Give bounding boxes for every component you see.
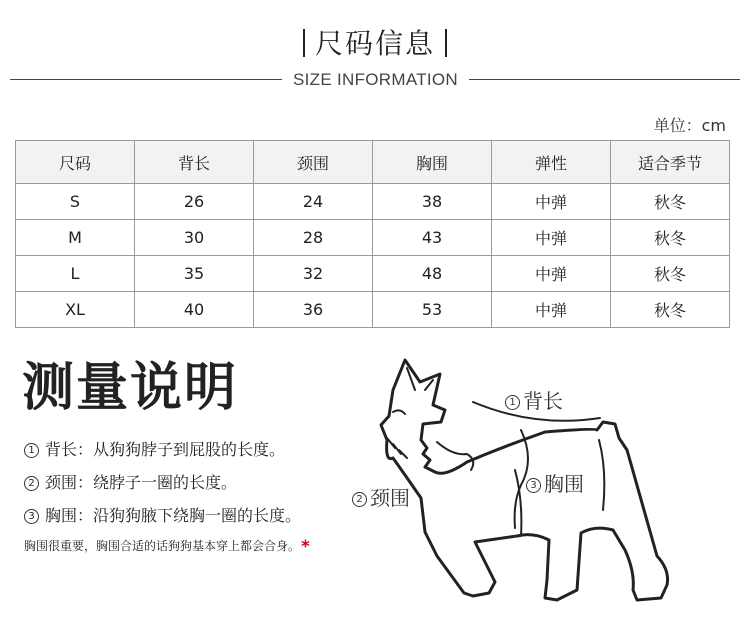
dog-beard-detail [387, 438, 407, 458]
title-divider-right [445, 29, 447, 57]
table-cell: 秋冬 [611, 256, 730, 292]
table-cell: L [16, 256, 135, 292]
back-length-label: 1 背长 [505, 385, 563, 414]
subtitle-row [10, 70, 740, 92]
instruction-back-length [24, 437, 285, 460]
header-cell-chest: 胸围 [373, 141, 492, 184]
table-cell: 38 [373, 184, 492, 220]
table-row [16, 256, 730, 292]
chest-label: 3 胸围 [526, 468, 584, 497]
table-cell: M [16, 220, 135, 256]
page-title [0, 22, 750, 62]
instruction-text: 胸围：沿狗狗腋下绕胸一圈的长度。 [45, 506, 302, 525]
title-text: 尺码信息 [314, 27, 435, 60]
table-cell: 35 [135, 256, 254, 292]
table-cell: 中弹 [492, 256, 611, 292]
instruction-text: 背长：从狗狗脖子到屁股的长度。 [45, 440, 286, 459]
table-cell: 43 [373, 220, 492, 256]
number-badge: 3 [526, 478, 541, 493]
number-badge: 2 [352, 492, 367, 507]
table-cell: 秋冬 [611, 184, 730, 220]
table-cell: S [16, 184, 135, 220]
instruction-neck [24, 470, 237, 493]
size-table [15, 140, 730, 328]
neck-line [437, 442, 473, 470]
table-cell: 中弹 [492, 292, 611, 328]
chest-note [24, 537, 310, 557]
table-header-row [16, 141, 730, 184]
measurement-heading: 测量说明 [22, 358, 239, 418]
table-cell: 24 [254, 184, 373, 220]
table-cell: 秋冬 [611, 292, 730, 328]
header-cell-season: 适合季节 [611, 141, 730, 184]
asterisk-icon: * [301, 537, 310, 557]
table-row [16, 220, 730, 256]
page-subtitle: SIZE INFORMATION [292, 70, 459, 89]
unit-label: 单位：cm [653, 116, 726, 135]
note-text: 胸围很重要，胸围合适的话狗狗基本穿上都会合身。 [24, 539, 301, 553]
table-cell: 秋冬 [611, 220, 730, 256]
dog-eye-detail [393, 410, 405, 414]
instruction-chest [24, 503, 301, 526]
table-cell: 36 [254, 292, 373, 328]
table-row [16, 184, 730, 220]
header-cell-elasticity: 弹性 [492, 141, 611, 184]
table-cell: 中弹 [492, 184, 611, 220]
subtitle-rule-left [10, 79, 282, 80]
table-cell: XL [16, 292, 135, 328]
title-divider-left [303, 29, 305, 57]
table-cell: 40 [135, 292, 254, 328]
table-cell: 中弹 [492, 220, 611, 256]
instruction-text: 颈围：绕脖子一圈的长度。 [45, 473, 238, 492]
subtitle-rule-right [469, 79, 740, 80]
neck-label: 2 颈围 [352, 482, 410, 511]
number-badge: 3 [24, 509, 39, 524]
table-cell: 30 [135, 220, 254, 256]
table-cell: 48 [373, 256, 492, 292]
header-cell-neck: 颈围 [254, 141, 373, 184]
table-cell: 28 [254, 220, 373, 256]
header-cell-size: 尺码 [16, 141, 135, 184]
table-cell: 32 [254, 256, 373, 292]
table-row [16, 292, 730, 328]
number-badge: 2 [24, 476, 39, 491]
number-badge: 1 [24, 443, 39, 458]
table-cell: 26 [135, 184, 254, 220]
number-badge: 1 [505, 395, 520, 410]
table-cell: 53 [373, 292, 492, 328]
header-cell-back-length: 背长 [135, 141, 254, 184]
